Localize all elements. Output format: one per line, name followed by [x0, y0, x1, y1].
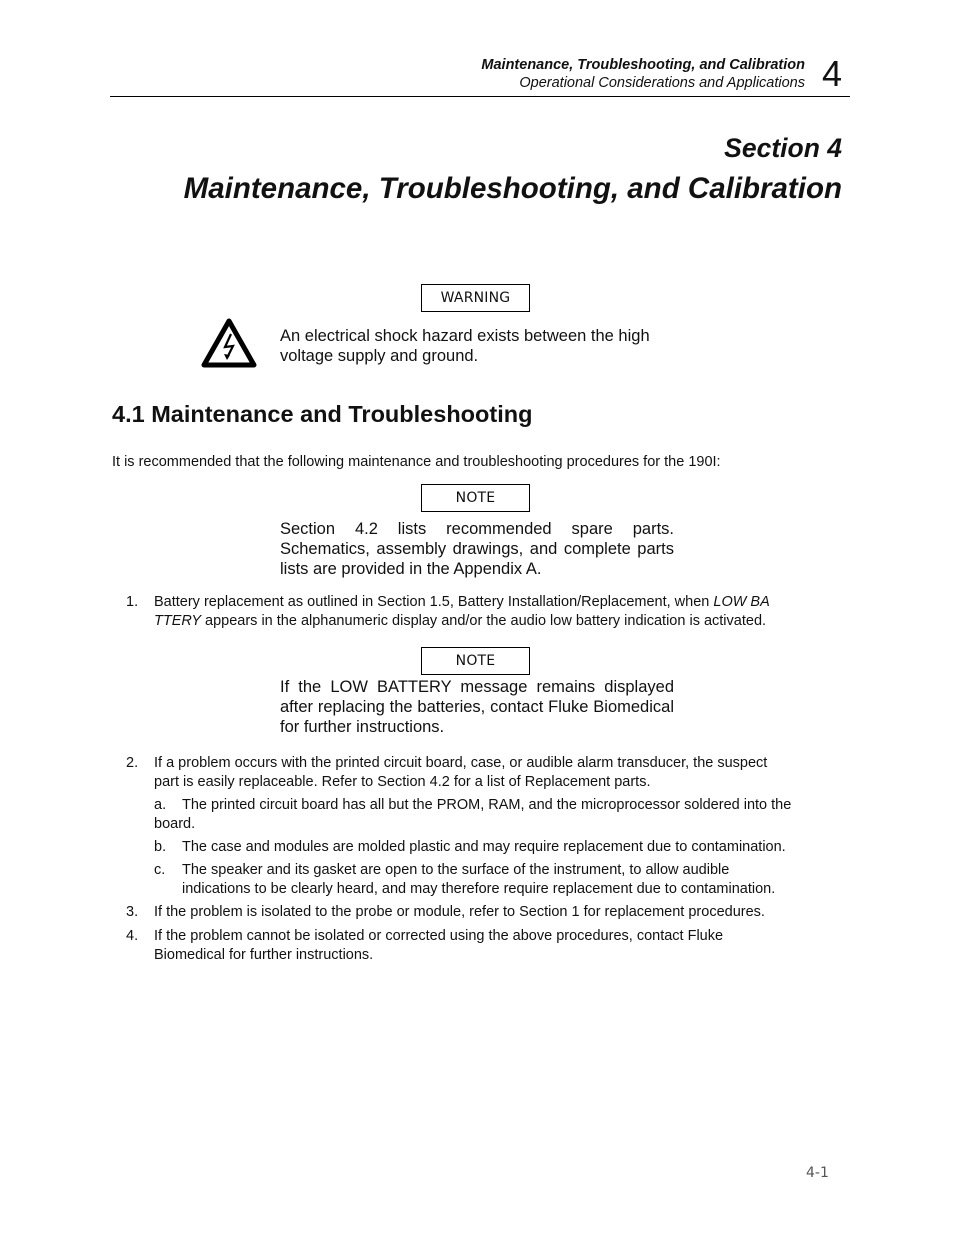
intro-paragraph: It is recommended that the following maintenance and troubleshooting procedures for the 190I:: [112, 454, 721, 470]
sub-list-letter: b.: [154, 839, 167, 855]
list-item: [126, 927, 846, 967]
warning-text: An electrical shock hazard exists between the high voltage supply and ground.: [280, 327, 650, 365]
running-header-subtitle: Operational Considerations and Applications: [519, 75, 805, 91]
list-text: Battery replacement as outlined in Section 1.5, Battery Installation/Replacement, when: [154, 594, 714, 610]
list-text: If a problem occurs with the printed circuit board, case, or audible alarm transducer, the suspect: [154, 755, 768, 771]
sub-list-item: [154, 861, 854, 901]
sub-list-text: indications to be clearly heard, and may therefore require replacement due to contamination.: [182, 880, 776, 897]
electrical-shock-hazard-icon: [200, 317, 258, 369]
list-text: part is easily replaceable. Refer to Section 4.2 for a list of Replacement parts.: [154, 773, 651, 790]
header-rule: [110, 96, 850, 97]
list-number: 1.: [126, 594, 139, 610]
list-number: 2.: [126, 755, 139, 771]
sub-list-letter: a.: [154, 797, 167, 813]
section-title: Maintenance, Troubleshooting, and Calibration: [183, 172, 842, 205]
running-header-title: Maintenance, Troubleshooting, and Calibration: [481, 57, 805, 73]
section-label: Section 4: [724, 133, 842, 163]
list-italic-text: LOW BA: [713, 594, 770, 610]
note-label: NOTE: [421, 484, 530, 512]
list-item: [126, 754, 846, 794]
warning-label: WARNING: [421, 284, 530, 312]
list-text: If the problem cannot be isolated or corrected using the above procedures, contact Fluke: [154, 928, 724, 944]
note-text: Section 4.2 lists recommended spare parts. Schematics, assembly drawings, and complete parts lists are provided in the Appendix A.: [280, 520, 674, 578]
subsection-heading: 4.1 Maintenance and Troubleshooting: [112, 401, 533, 427]
sub-list-text: board.: [154, 815, 196, 832]
sub-list-text: The case and modules are molded plastic and may require replacement due to contamination.: [182, 839, 786, 855]
list-number: 3.: [126, 904, 139, 920]
chapter-number: 4: [822, 53, 843, 94]
sub-list-item: [154, 796, 854, 836]
sub-list-item: [154, 838, 854, 858]
sub-list-text: The speaker and its gasket are open to the surface of the instrument, to allow audible: [182, 862, 730, 878]
sub-list-letter: c.: [154, 862, 166, 878]
list-item: [126, 593, 846, 633]
page-number: 4-1: [806, 1165, 829, 1181]
list-number: 4.: [126, 928, 139, 944]
note-text: If the LOW BATTERY message remains displayed after replacing the batteries, contact Fluke Biomedical for further instructions.: [280, 678, 674, 736]
list-text: If the problem is isolated to the probe or module, refer to Section 1 for replacement procedures.: [154, 904, 765, 920]
list-text: appears in the alphanumeric display and/or the audio low battery indication is activated.: [201, 612, 767, 629]
note-label: NOTE: [421, 647, 530, 675]
list-italic-text: TTERY: [154, 612, 201, 629]
sub-list-text: The printed circuit board has all but the PROM, RAM, and the microprocessor soldered into the: [182, 797, 792, 813]
list-text: Biomedical for further instructions.: [154, 946, 374, 963]
list-item: [126, 903, 846, 923]
